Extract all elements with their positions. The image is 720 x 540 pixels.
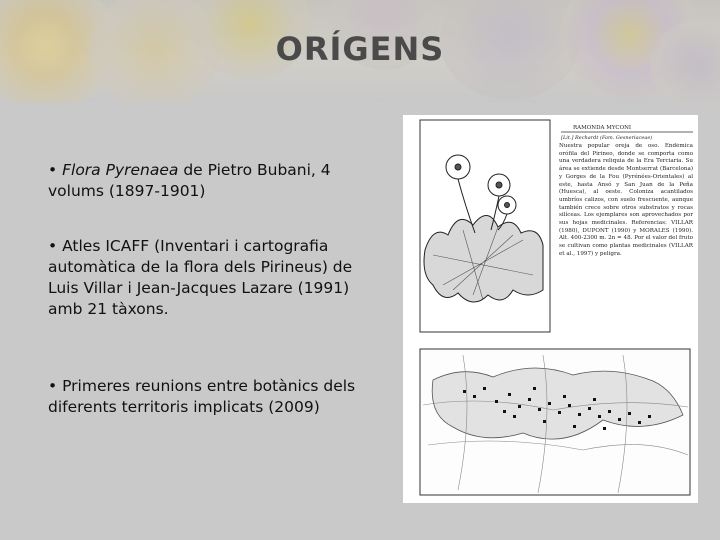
page-header-text: RAMONDA MYCONI <box>573 125 632 131</box>
bullet-marker: • <box>48 237 58 255</box>
bullet-marker: • <box>48 161 58 179</box>
bullet-marker: • <box>48 377 58 395</box>
book-title: Flora Pyrenaea <box>62 161 179 179</box>
bullet-text: de Pietro Bubani, 4 volums (1897-1901) <box>48 161 331 200</box>
bullet-text: Atles ICAFF (Inventari i cartografia automàtica de la flora dels Pirineus) de Luis Villar i Jean-Jacques Lazare (1991) amb 21 tàxons. <box>48 237 353 318</box>
bullet-text: Primeres reunions entre botànics dels diferents territoris implicats (2009) <box>48 377 356 416</box>
bullet-item <box>48 236 378 320</box>
page-caption-text: [Lit.] Rechardt (Fam. Gesneriaceae) <box>561 135 653 141</box>
bullet-item <box>48 160 378 202</box>
atlas-page-image <box>403 115 698 503</box>
atlas-page-drawing <box>403 115 698 503</box>
page-body-text: Nuestra popular oreja de oso. Endémica orófila del Pirineo, donde se comporta como una verdadera reliquia de la Era Terciaria. Su área se extiende desde Montserrat (Barcelona) y Gorges de la Fou (Pyrénées-Orientales) al este, hasta Ansó y San Juan de la Peña (Huesca), al oeste. Coloniza acantilados umbríos calizos, con suelo frescuente, aunque también crece sobre otros substratos y rocas silíceas. Los ejemplares son aprovechados por sus hojas medicinales. Referencias: VILLAR (1980), DUPONT (1990) y MORALES (1990). Alt. 400-2300 m. 2n = 48. Por el valor del fruto se cultivan como plantas medicinales (VILLAR et al., 1997) y peligra. <box>559 143 693 257</box>
bullet-item <box>48 376 378 418</box>
slide-title: ORÍGENS <box>275 30 445 68</box>
